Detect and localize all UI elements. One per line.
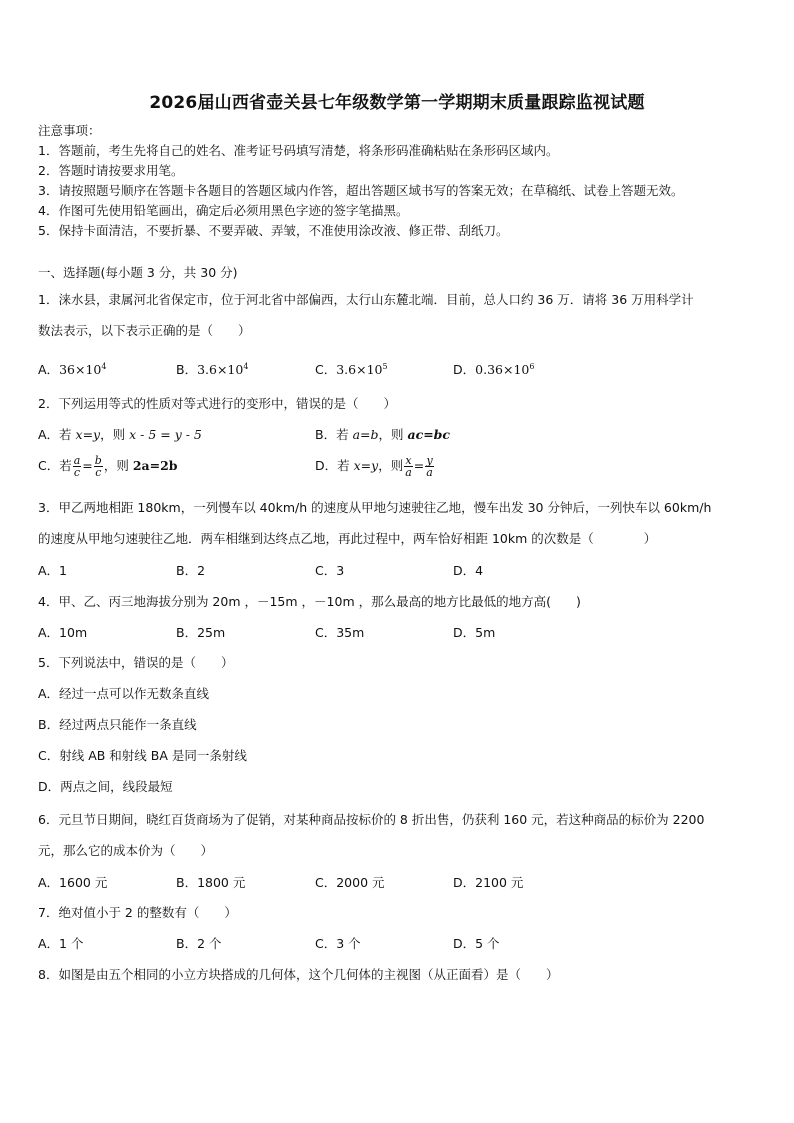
q7-option-a: A．1 个: [38, 936, 84, 951]
q6-option-c: C．2000 元: [315, 875, 385, 890]
notice-heading: 注意事项：: [38, 123, 101, 138]
q2-option-b: B．若 a=b，则 ac=bc: [315, 427, 451, 442]
notice-item: 4．作图可先使用铅笔画出，确定后必须用黑色字迹的签字笔描黑。: [38, 203, 409, 218]
question-5-stem: 5．下列说法中，错误的是（ ）: [38, 655, 234, 670]
notice-item: 5．保持卡面清洁，不要折暴、不要弄破、弄皱，不准使用涂改液、修正带、刮纸刀。: [38, 223, 509, 238]
q4-option-a: A．10m: [38, 625, 88, 640]
question-8-stem: 8．如图是由五个相同的小立方块搭成的几何体，这个几何体的主视图（从正面看）是（ ）: [38, 967, 559, 982]
question-2-stem: 2．下列运用等式的性质对等式进行的变形中，错误的是（ ）: [38, 396, 396, 411]
q3-option-a: A．1: [38, 563, 68, 578]
q5-option-d: D．两点之间，线段最短: [38, 779, 173, 794]
q1-option-c: C．$3.6\times 10^5$: [315, 362, 388, 378]
q6-option-b: B．1800 元: [176, 875, 246, 890]
q4-option-c: C．35m: [315, 625, 365, 640]
notice-item: 1．答题前，考生先将自己的姓名、准考证号码填写清楚，将条形码准确粘贴在条形码区域内。: [38, 143, 559, 158]
question-3-stem: 3．甲乙两地相距 180km，一列慢车以 40km/h 的速度从甲地匀速驶往乙地，慢车出发 30 分钟后，一列快车以 60km/h: [38, 500, 712, 515]
fraction: $\frac{b}{c}$: [94, 454, 102, 479]
q4-option-b: B．25m: [176, 625, 226, 640]
q1-option-b: B．$3.6\times 10^4$: [176, 362, 249, 378]
q1-option-a: A．$36\times 10^4$: [38, 362, 107, 378]
q2-option-c: C．若 $\frac{a}{c}$ = $\frac{b}{c}$ ，则 2a=2b: [38, 454, 178, 479]
q4-option-d: D．5m: [453, 625, 496, 640]
notice-item: 2．答题时请按要求用笔。: [38, 163, 184, 178]
q2-option-a: A．若 x=y，则 x - 5 = y - 5: [38, 427, 202, 442]
q7-option-b: B．2 个: [176, 936, 222, 951]
q3-option-b: B．2: [176, 563, 206, 578]
q6-option-d: D．2100 元: [453, 875, 524, 890]
question-1-stem: 1．涞水县，隶属河北省保定市，位于河北省中部偏西，太行山东麓北端．目前，总人口约 36 万．请将 36 万用科学计: [38, 292, 694, 307]
question-7-stem: 7．绝对值小于 2 的整数有（ ）: [38, 905, 237, 920]
q5-option-c: C．射线 AB 和射线 BA 是同一条射线: [38, 748, 247, 763]
q7-option-d: D．5 个: [453, 936, 500, 951]
question-3-stem-cont: 的速度从甲地匀速驶往乙地．两车相继到达终点乙地，再此过程中，两车恰好相距 10km 的次数是（ ）: [38, 531, 657, 546]
section-heading: 一、选择题(每小题 3 分，共 30 分): [38, 265, 238, 280]
q5-option-a: A．经过一点可以作无数条直线: [38, 686, 210, 701]
q3-option-d: D．4: [453, 563, 484, 578]
q7-option-c: C．3 个: [315, 936, 361, 951]
question-1-stem-cont: 数法表示，以下表示正确的是（ ）: [38, 323, 251, 338]
question-6-stem: 6．元旦节日期间，晓红百货商场为了促销，对某种商品按标价的 8 折出售，仍获利 160 元，若这种商品的标价为 2200: [38, 812, 705, 827]
question-6-stem-cont: 元，那么它的成本价为（ ）: [38, 843, 214, 858]
q6-option-a: A．1600 元: [38, 875, 108, 890]
fraction: $\frac{a}{c}$: [73, 454, 81, 479]
q1-option-d: D．$0.36\times 10^6$: [453, 362, 535, 378]
q2-option-d: D．若 x=y，则 $\frac{x}{a}$ = $\frac{y}{a}$: [315, 454, 433, 479]
page-title: 2026届山西省壶关县七年级数学第一学期期末质量跟踪监视试题: [149, 93, 645, 113]
fraction: $\frac{y}{a}$: [426, 454, 433, 479]
q5-option-b: B．经过两点只能作一条直线: [38, 717, 197, 732]
fraction: $\frac{x}{a}$: [405, 454, 412, 479]
q3-option-c: C．3: [315, 563, 345, 578]
question-4-stem: 4．甲、乙、丙三地海拔分别为 20m ，－15m ，－10m ，那么最高的地方比最低的地方高( ): [38, 594, 581, 609]
notice-item: 3．请按照题号顺序在答题卡各题目的答题区域内作答，超出答题区域书写的答案无效；在草稿纸、试卷上答题无效。: [38, 183, 684, 198]
